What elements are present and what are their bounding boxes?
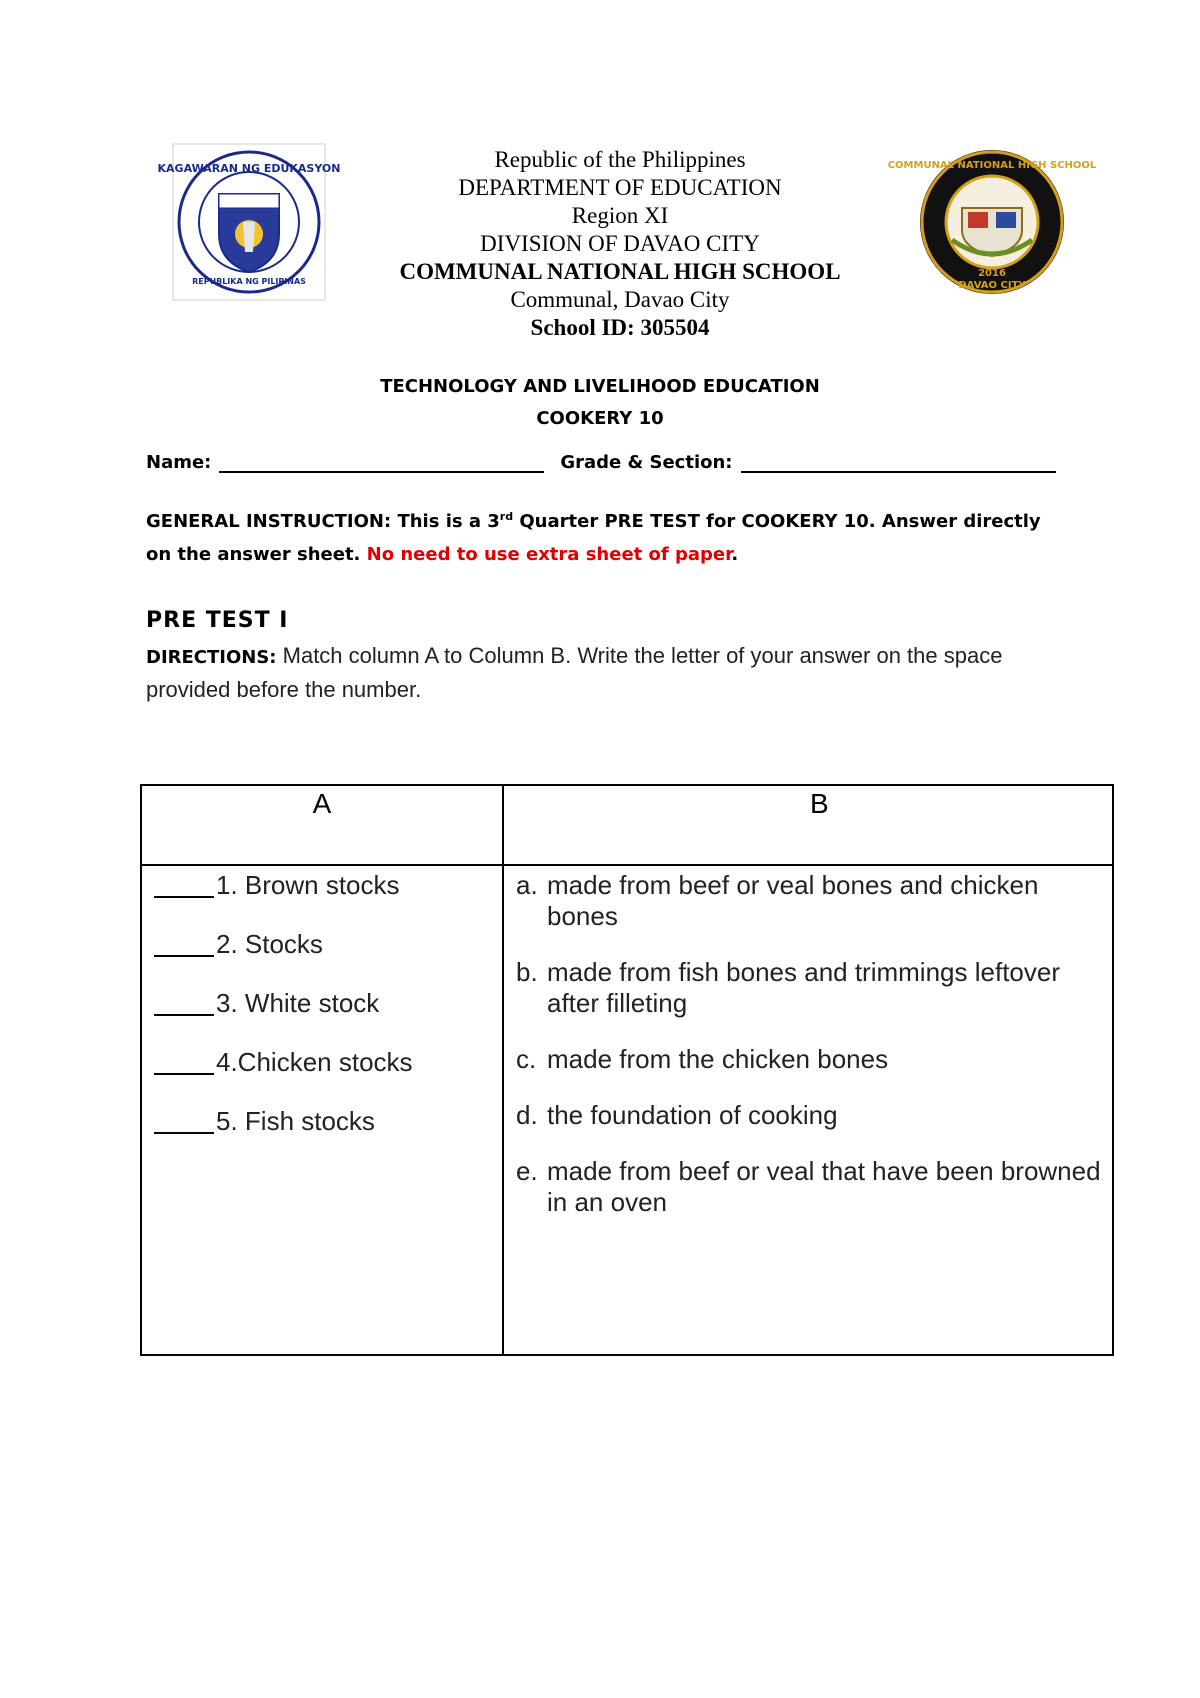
choice-letter: a.: [516, 870, 538, 900]
item-text: 1. Brown stocks: [216, 870, 400, 900]
choice-text: made from fish bones and trimmings leftover after filleting: [547, 957, 1060, 1018]
subject-course: COOKERY 10: [536, 408, 664, 429]
school-address: Communal, Davao City: [510, 287, 730, 312]
list-item: [516, 1044, 1112, 1075]
pretest-title: PRE TEST I: [146, 608, 289, 633]
item-text: 5. Fish stocks: [216, 1106, 375, 1136]
column-a-cell: [141, 865, 503, 1355]
answer-blank[interactable]: [154, 1047, 214, 1075]
svg-text:REPUBLIKA NG PILIPINAS: REPUBLIKA NG PILIPINAS: [192, 277, 306, 286]
region-line: Region XI: [571, 203, 669, 228]
choice-text: made from beef or veal bones and chicken bones: [547, 870, 1039, 931]
republic-line: Republic of the Philippines: [494, 147, 746, 172]
name-label: Name:: [146, 452, 212, 473]
list-item: [154, 1047, 502, 1106]
choice-letter: c.: [516, 1044, 537, 1074]
answer-blank[interactable]: [154, 929, 214, 957]
column-b-cell: [503, 865, 1113, 1355]
list-item: [516, 870, 1112, 932]
choice-text: made from beef or veal that have been browned in an oven: [547, 1156, 1101, 1217]
list-item: [154, 870, 502, 929]
choice-letter: b.: [516, 957, 538, 987]
list-item: [154, 1106, 502, 1165]
choice-letter: d.: [516, 1100, 538, 1130]
pretest-directions: [146, 640, 1046, 706]
directions-text: Match column A to Column B. Write the letter of your answer on the space provided before the number.: [146, 643, 1003, 702]
instruction-sup: rd: [499, 510, 514, 523]
instruction-prefix: GENERAL INSTRUCTION: This is a 3: [146, 511, 500, 532]
grade-section-field[interactable]: [741, 453, 1056, 473]
school-seal-logo: [887, 148, 1097, 296]
directions-label: DIRECTIONS:: [146, 647, 277, 668]
subject-title: TECHNOLOGY AND LIVELIHOOD EDUCATION: [380, 376, 820, 397]
matching-table: [140, 784, 1114, 1356]
deped-seal-logo: [157, 144, 341, 300]
choice-text: the foundation of cooking: [547, 1100, 838, 1130]
name-field[interactable]: [219, 453, 544, 473]
answer-blank[interactable]: [154, 988, 214, 1016]
choice-letter: e.: [516, 1156, 538, 1186]
division-line: DIVISION OF DAVAO CITY: [480, 231, 760, 256]
student-info-row: [146, 452, 1056, 473]
department-line: DEPARTMENT OF EDUCATION: [458, 175, 782, 200]
answer-blank[interactable]: [154, 1106, 214, 1134]
svg-text:KAGAWARAN NG EDUKASYON: KAGAWARAN NG EDUKASYON: [157, 162, 341, 175]
item-text: 3. White stock: [216, 988, 380, 1018]
list-item: [516, 957, 1112, 1019]
letterhead: [330, 146, 910, 342]
item-text: 4.Chicken stocks: [216, 1047, 413, 1077]
column-a-label: A: [312, 788, 332, 819]
column-a-header: [141, 785, 503, 865]
grade-section-label: Grade & Section:: [560, 452, 733, 473]
school-name: COMMUNAL NATIONAL HIGH SCHOOL: [399, 259, 841, 284]
list-item: [516, 1100, 1112, 1131]
choice-text: made from the chicken bones: [547, 1044, 889, 1074]
svg-text:DAVAO CITY: DAVAO CITY: [958, 280, 1026, 291]
list-item: [154, 929, 502, 988]
instruction-red-note: No need to use extra sheet of paper: [366, 544, 732, 565]
school-id: School ID: 305504: [530, 315, 710, 340]
item-text: 2. Stocks: [216, 929, 323, 959]
svg-text:COMMUNAL NATIONAL HIGH SCHOOL: COMMUNAL NATIONAL HIGH SCHOOL: [887, 160, 1097, 171]
general-instruction: [146, 500, 1066, 571]
answer-blank[interactable]: [154, 870, 214, 898]
column-b-header: [503, 785, 1113, 865]
column-b-label: B: [810, 788, 829, 819]
svg-text:2016: 2016: [978, 268, 1006, 279]
instruction-end: .: [731, 544, 739, 565]
instruction-mid: Quarter PRE TEST for COOKERY 10. Answer directly on the answer sheet.: [146, 511, 1041, 565]
list-item: [154, 988, 502, 1047]
list-item: [516, 1156, 1112, 1218]
